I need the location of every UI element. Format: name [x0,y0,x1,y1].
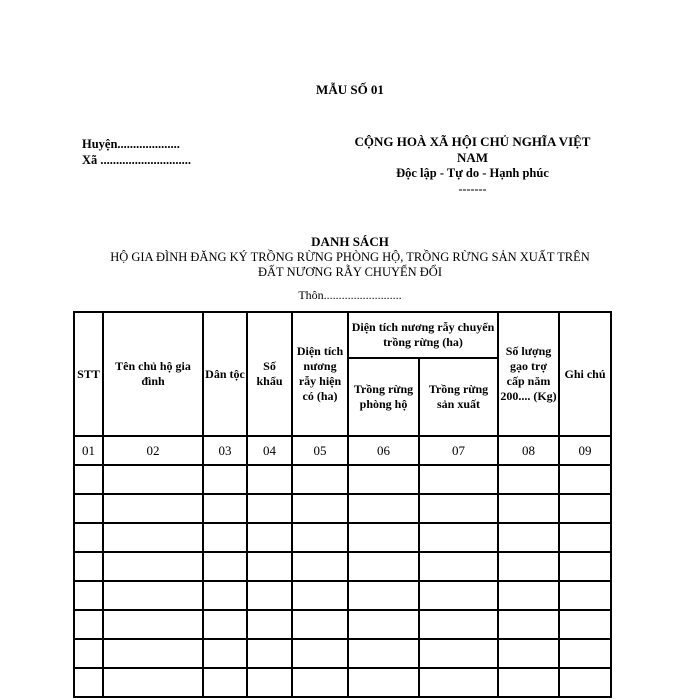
document-title: DANH SÁCH [311,234,389,249]
table-cell [103,639,203,668]
table-cell [103,581,203,610]
column-number: 01 [74,436,103,465]
table-cell [247,552,292,581]
table-cell [348,639,419,668]
column-number: 09 [559,436,611,465]
table-cell [419,610,498,639]
table-cell [419,523,498,552]
table-cell [348,668,419,697]
village-field: Thôn.......................... [298,288,402,302]
column-number: 07 [419,436,498,465]
table-cell [292,494,348,523]
table-cell [498,610,559,639]
national-title-line2: NAM [456,150,489,165]
table-cell [74,523,103,552]
table-cell [247,523,292,552]
header-note: Ghi chú [559,312,611,436]
table-cell [348,523,419,552]
table-cell [74,668,103,697]
table-cell [203,668,247,697]
table-cell [103,465,203,494]
table-cell [247,494,292,523]
column-number: 08 [498,436,559,465]
column-number: 04 [247,436,292,465]
table-cell [292,581,348,610]
table-cell [292,668,348,697]
table-cell [419,581,498,610]
table-cell [419,668,498,697]
table-cell [103,552,203,581]
table-cell [203,639,247,668]
table-cell [498,581,559,610]
table-cell [498,465,559,494]
table-cell [203,465,247,494]
table-cell [559,552,611,581]
header-stt: STT [74,312,103,436]
table-cell [74,610,103,639]
table-cell [203,581,247,610]
subtitle-line1: HỘ GIA ĐÌNH ĐĂNG KÝ TRỒNG RỪNG PHÒNG HỘ, TRỒNG RỪNG SẢN XUẤT TRÊN [110,250,590,264]
column-number: 05 [292,436,348,465]
header-row [74,312,611,358]
column-number-row [74,436,611,465]
table-cell [559,639,611,668]
column-number: 06 [348,436,419,465]
header-protective-forest: Trồng rừng phòng hộ [348,358,419,436]
table-cell [559,494,611,523]
table-cell [498,668,559,697]
table-cell [103,494,203,523]
table-row [74,610,611,639]
table-row [74,552,611,581]
column-number: 03 [203,436,247,465]
table-cell [247,465,292,494]
header-ethnic: Dân tộc [203,312,247,436]
table-cell [419,465,498,494]
header-rice: Số lượng gạo trợ cấp năm 200.... (Kg) [498,312,559,436]
header-production-forest: Trồng rừng sản xuất [419,358,498,436]
national-title [345,134,600,166]
table-row [74,581,611,610]
table-cell [559,581,611,610]
table-cell [348,581,419,610]
table-cell [247,610,292,639]
header-current-area: Diện tích nương rẫy hiện có (ha) [292,312,348,436]
table-cell [348,465,419,494]
table-cell [498,552,559,581]
table-cell [103,523,203,552]
table-cell [292,610,348,639]
district-field: Huyện.................... [82,137,180,151]
table-cell [203,610,247,639]
table-cell [419,552,498,581]
table-cell [559,610,611,639]
table-cell [498,639,559,668]
form-number: MẪU SỐ 01 [316,82,384,97]
table-cell [203,523,247,552]
national-motto: Độc lập - Tự do - Hạnh phúc [396,166,549,180]
table-cell [498,494,559,523]
table-cell [103,668,203,697]
document-subtitle [80,250,620,280]
table-cell [419,639,498,668]
table-cell [74,639,103,668]
commune-field: Xã ............................. [82,153,192,167]
table-cell [203,494,247,523]
table-cell [559,523,611,552]
table-cell [292,639,348,668]
table-row [74,494,611,523]
location-info [82,136,191,168]
table-cell [247,581,292,610]
subtitle-line2: ĐẤT NƯƠNG RẪY CHUYỂN ĐỔI [258,265,442,279]
header-members: Số khẩu [247,312,292,436]
table-cell [348,610,419,639]
table-cell [74,581,103,610]
table-cell [559,668,611,697]
table-row [74,465,611,494]
header-owner: Tên chủ hộ gia đình [103,312,203,436]
table-cell [247,639,292,668]
table-cell [103,610,203,639]
motto-separator: ------- [458,182,487,196]
table-row [74,523,611,552]
table-cell [247,668,292,697]
header-converted-area: Diện tích nương rẫy chuyển trồng rừng (ha) [348,312,498,358]
table-cell [292,465,348,494]
table-cell [203,552,247,581]
table-cell [292,523,348,552]
table-cell [348,494,419,523]
table-row [74,639,611,668]
national-title-line1: CỘNG HOÀ XÃ HỘI CHỦ NGHĨA VIỆT [354,134,591,149]
table-cell [419,494,498,523]
table-cell [74,465,103,494]
table-row [74,668,611,697]
table-cell [74,552,103,581]
table-cell [559,465,611,494]
table-cell [348,552,419,581]
registration-table [73,311,612,698]
table-cell [292,552,348,581]
column-number: 02 [103,436,203,465]
table-cell [498,523,559,552]
table-cell [74,494,103,523]
